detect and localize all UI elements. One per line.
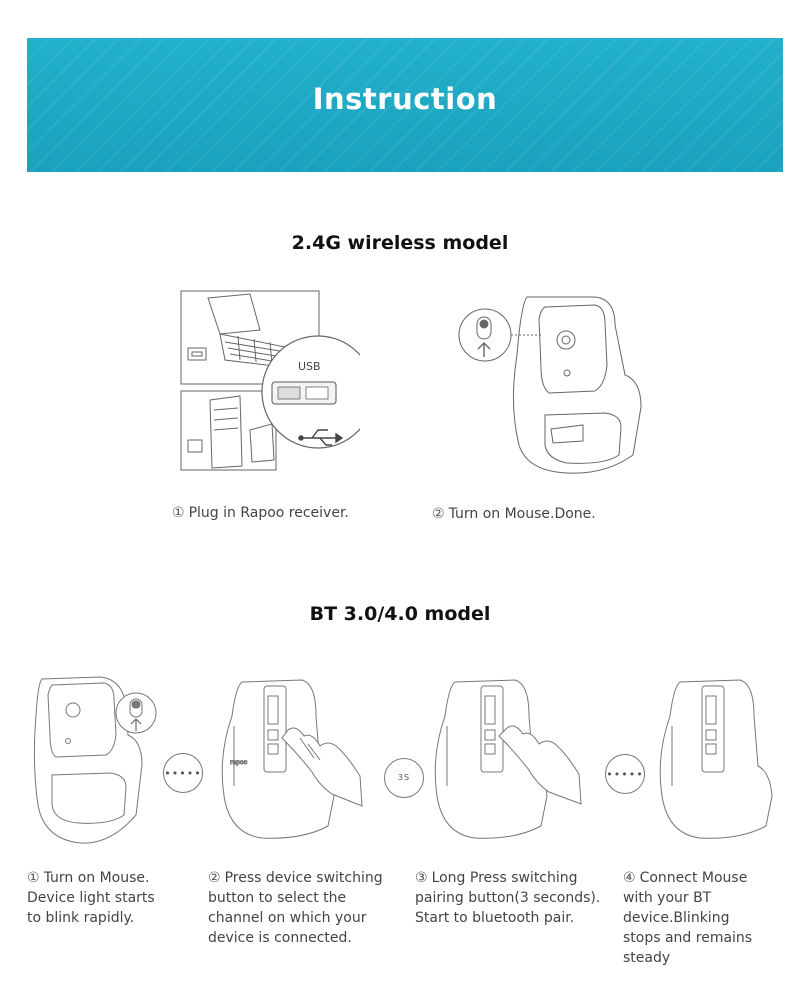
bt-mouse-switch-diagram bbox=[30, 675, 170, 850]
step-text: Press device switching button to select the channel on which your device is connected. bbox=[208, 870, 383, 946]
blink-dots: ••••• bbox=[164, 766, 202, 780]
mouse-bottom-illustration bbox=[455, 295, 655, 477]
step-24g-1 bbox=[172, 503, 349, 523]
step-text: Turn on Mouse. Device light starts to blink rapidly. bbox=[27, 870, 155, 926]
header-banner bbox=[27, 38, 783, 172]
mouse-side-diagram-4 bbox=[650, 676, 778, 841]
bt-mouse-side-illustration-3 bbox=[425, 676, 590, 841]
receiver-illustration bbox=[180, 290, 360, 472]
step-text: Connect Mouse with your BT device.Blinking stops and remains steady bbox=[623, 870, 753, 966]
step-number: ① bbox=[172, 505, 185, 521]
usb-label: USB bbox=[298, 360, 321, 373]
step-number: ② bbox=[208, 870, 221, 886]
indicator-light-circle-2 bbox=[605, 754, 645, 794]
step-text: Turn on Mouse.Done. bbox=[448, 506, 596, 522]
step-number: ② bbox=[432, 506, 445, 522]
timer-text: 3S bbox=[397, 773, 411, 782]
step-bt-3 bbox=[415, 868, 630, 928]
step-text: Plug in Rapoo receiver. bbox=[188, 505, 349, 521]
step-number: ③ bbox=[415, 870, 428, 886]
brand-mark: rapoo bbox=[230, 759, 248, 766]
timer-circle bbox=[384, 758, 424, 798]
bt-mouse-side-illustration-2 bbox=[212, 676, 372, 841]
section-title-24g: 2.4G wireless model bbox=[291, 232, 509, 254]
step-number: ① bbox=[27, 870, 40, 886]
mouse-switch-diagram bbox=[455, 295, 655, 477]
bt-mouse-bottom-illustration bbox=[30, 675, 170, 850]
page-title: Instruction bbox=[312, 82, 498, 116]
mouse-side-hand-diagram-3 bbox=[425, 676, 590, 841]
steady-dots: ••••• bbox=[606, 767, 644, 781]
section-title-bt: BT 3.0/4.0 model bbox=[309, 603, 491, 625]
step-bt-1 bbox=[27, 868, 202, 928]
step-number: ④ bbox=[623, 870, 636, 886]
step-text: Long Press switching pairing button(3 seconds). Start to bluetooth pair. bbox=[415, 870, 601, 926]
step-bt-2 bbox=[208, 868, 408, 948]
laptop-usb-diagram bbox=[180, 290, 360, 472]
indicator-light-circle bbox=[163, 753, 203, 793]
bt-mouse-side-illustration-4 bbox=[650, 676, 778, 841]
step-24g-2 bbox=[432, 504, 596, 524]
step-bt-4 bbox=[623, 868, 793, 968]
mouse-side-hand-diagram-2 bbox=[212, 676, 372, 841]
